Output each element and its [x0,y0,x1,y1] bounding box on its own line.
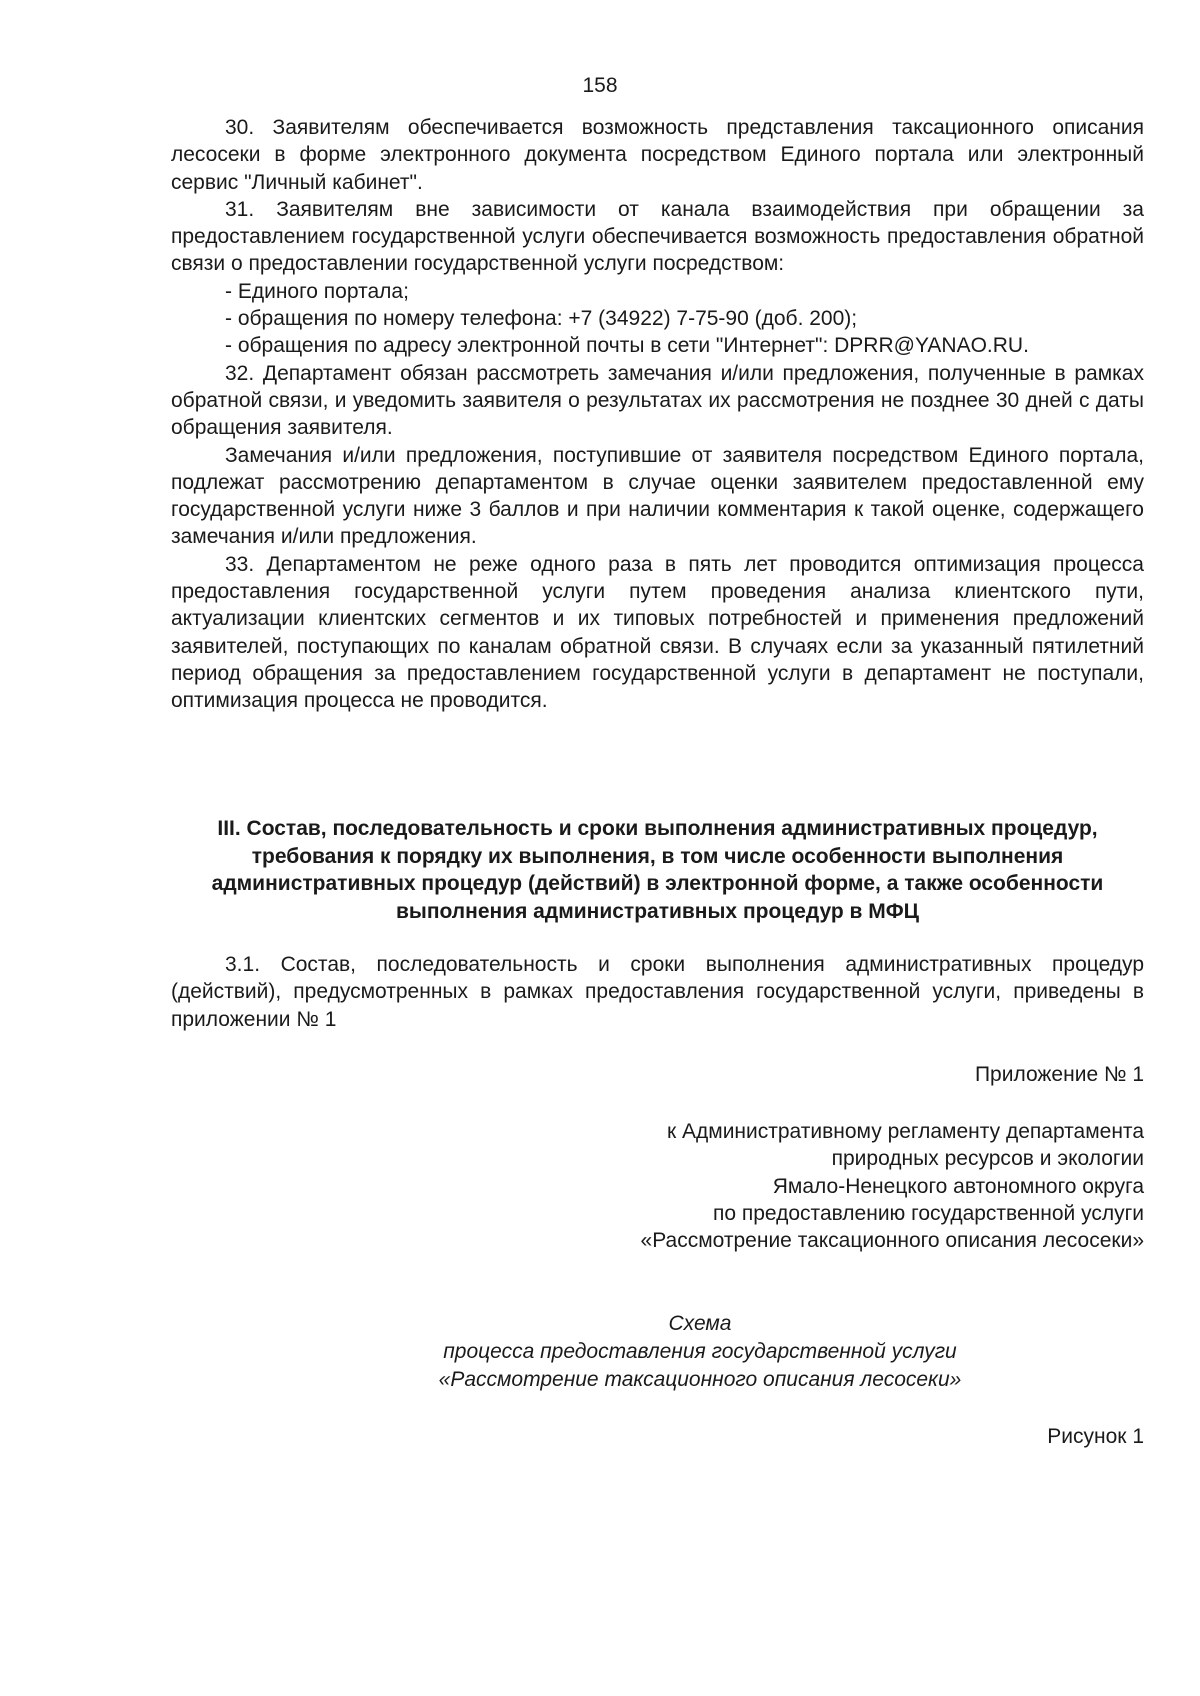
appendix-line: «Рассмотрение таксационного описания лесосеки» [640,1229,1144,1253]
body-text-section-3 [171,951,1144,1033]
paragraph-30: 30. Заявителям обеспечивается возможность представления таксационного описания лесосеки в форме электронного документа посредством Единого портала или электронный сервис "Личный кабинет". [171,116,1144,194]
list-item-email: - обращения по адресу электронной почты в сети "Интернет": DPRR@YANAO.RU. [225,334,1029,358]
list-item-portal: - Единого портала; [225,279,409,303]
appendix-line: Ямало-Ненецкого автономного округа [772,1174,1144,1198]
scheme-caption [300,1310,1100,1394]
scheme-title: Схема [668,1312,732,1335]
appendix-line: природных ресурсов и экологии [831,1147,1144,1171]
page-number: 158 [582,74,618,97]
paragraph-31: 31. Заявителям вне зависимости от канала взаимодействия при обращении за предоставлением государственной услуги обеспечивается возможность предоставления обратной связи о предоставлении государственной услуги посредством: [171,197,1144,276]
scheme-line: «Рассмотрение таксационного описания лесосеки» [438,1368,962,1391]
section-heading: III. Состав, последовательность и сроки выполнения административных процедур, требования к порядку их выполнения, в том числе особенности выполнения административных процедур (действий) в электронной форме, а также особенности выполнения административных процедур в МФЦ [211,817,1104,923]
figure-label: Рисунок 1 [1047,1425,1144,1448]
list-item-phone: - обращения по номеру телефона: +7 (34922) 7-75-90 (доб. 200); [225,307,858,331]
appendix-line: к Административному регламенту департамента [666,1120,1144,1143]
paragraph-32: 32. Департамент обязан рассмотреть замечания и/или предложения, полученные в рамках обратной связи, и уведомить заявителя о результатах их рассмотрения не позднее 30 дней с даты обращения заявителя. [171,361,1144,440]
appendix-subtitle [524,1118,1144,1254]
paragraph-3-1: 3.1. Состав, последовательность и сроки выполнения административных процедур (действий), предусмотренных в рамках предоставления государственной услуги, приведены в приложении № 1 [171,953,1144,1031]
body-text-top [171,114,1144,715]
appendix-label: Приложение № 1 [974,1063,1144,1086]
paragraph-remarks: Замечания и/или предложения, поступившие от заявителя посредством Единого портала, подлежат рассмотрению департаментом в случае оценки заявителем предоставленной ему государственной услуги ниже 3 баллов и при наличии комментария к такой оценке, содержащего замечания и/или предложения. [171,443,1144,549]
scheme-line: процесса предоставления государственной услуги [443,1340,957,1363]
appendix-line: по предоставлению государственной услуги [712,1201,1144,1225]
paragraph-33: 33. Департаментом не реже одного раза в пять лет проводится оптимизация процесса предоставления государственной услуги путем проведения анализа клиентского пути, актуализации клиентских сегментов и их типовых потребностей и применения предложений заявителей, поступающих по каналам обратной связи. В случаях если за указанный пятилетний период обращения за предоставлением государственной услуги в департамент не поступали, оптимизация процесса не проводится. [171,552,1144,713]
